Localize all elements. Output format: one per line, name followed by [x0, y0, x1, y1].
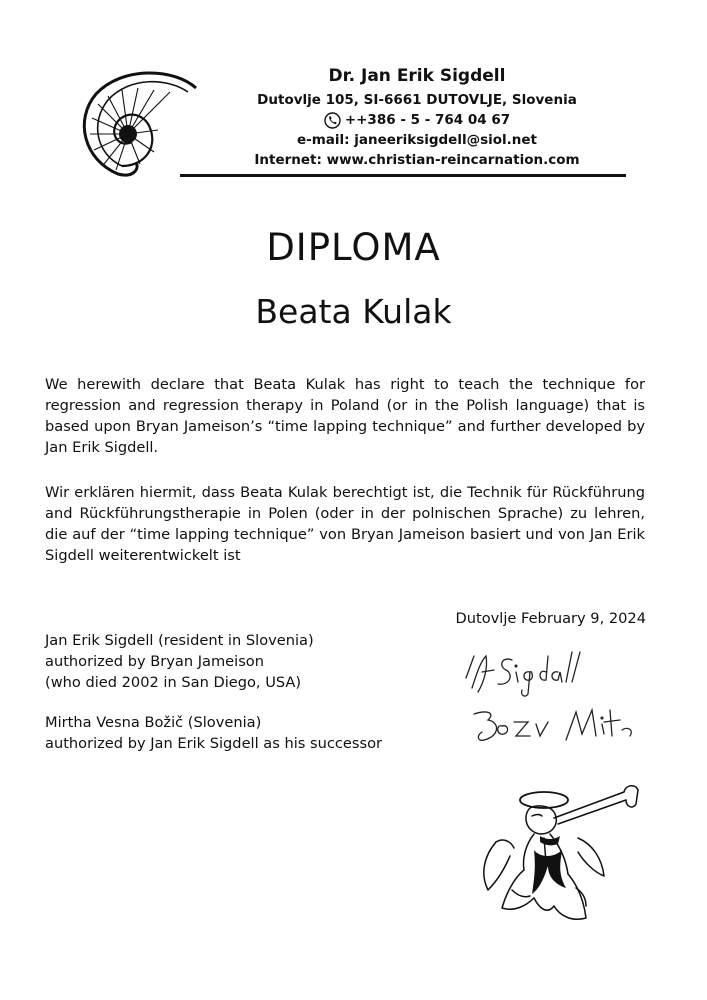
- issuer-phone: ++386 - 5 - 764 04 67: [344, 112, 511, 128]
- header-divider: [180, 174, 626, 177]
- signature-sigdell: [458, 642, 588, 700]
- angel-trumpet-drawing: [474, 778, 642, 938]
- issuer-address: Dutovlje 105, SI-6661 DUTOVLJE, Slovenia: [257, 92, 577, 108]
- issuer-name: Dr. Jan Erik Sigdell: [328, 66, 506, 86]
- authority-1-line-3: (who died 2002 in San Diego, USA): [45, 674, 302, 691]
- signature-bozic: [466, 700, 646, 750]
- nautilus-shell-logo: [78, 66, 208, 178]
- authority-1-line-2: authorized by Bryan Jameison: [45, 653, 264, 670]
- issuer-phone-row: [228, 110, 606, 130]
- authority-2-line-2: authorized by Jan Erik Sigdell as his successor: [45, 735, 383, 752]
- letterhead: [228, 66, 606, 170]
- issuer-email: e-mail: janeeriksigdell@siol.net: [296, 132, 538, 148]
- authority-block-2: [45, 712, 382, 754]
- authority-block-1: [45, 630, 314, 693]
- declaration-english: We herewith declare that Beata Kulak has right to teach the technique for regression and regression therapy in Poland (or in the Polish language) that is based upon Bryan Jameison’s “time lapping technique” and further developed by Jan Erik Sigdell.: [45, 376, 645, 456]
- authority-1-line-1: Jan Erik Sigdell (resident in Slovenia): [45, 632, 314, 649]
- issuer-website: Internet: www.christian-reincarnation.com: [254, 152, 580, 168]
- authority-2-line-1: Mirtha Vesna Božič (Slovenia): [45, 714, 262, 731]
- declaration-german: Wir erklären hiermit, dass Beata Kulak berechtigt ist, die Technik für Rückführung and Rückführungstherapie in Polen (oder in der polnischen Sprache) zu lehren, die auf der “time lapping technique” von Bryan Jameison basiert und von Jan Erik Sigdell weiterentwickelt ist: [45, 484, 645, 564]
- recipient-name: Beata Kulak: [255, 292, 452, 331]
- phone-icon: [324, 112, 341, 129]
- document-title: DIPLOMA: [266, 226, 441, 269]
- issue-date: Dutovlje February 9, 2024: [455, 610, 646, 627]
